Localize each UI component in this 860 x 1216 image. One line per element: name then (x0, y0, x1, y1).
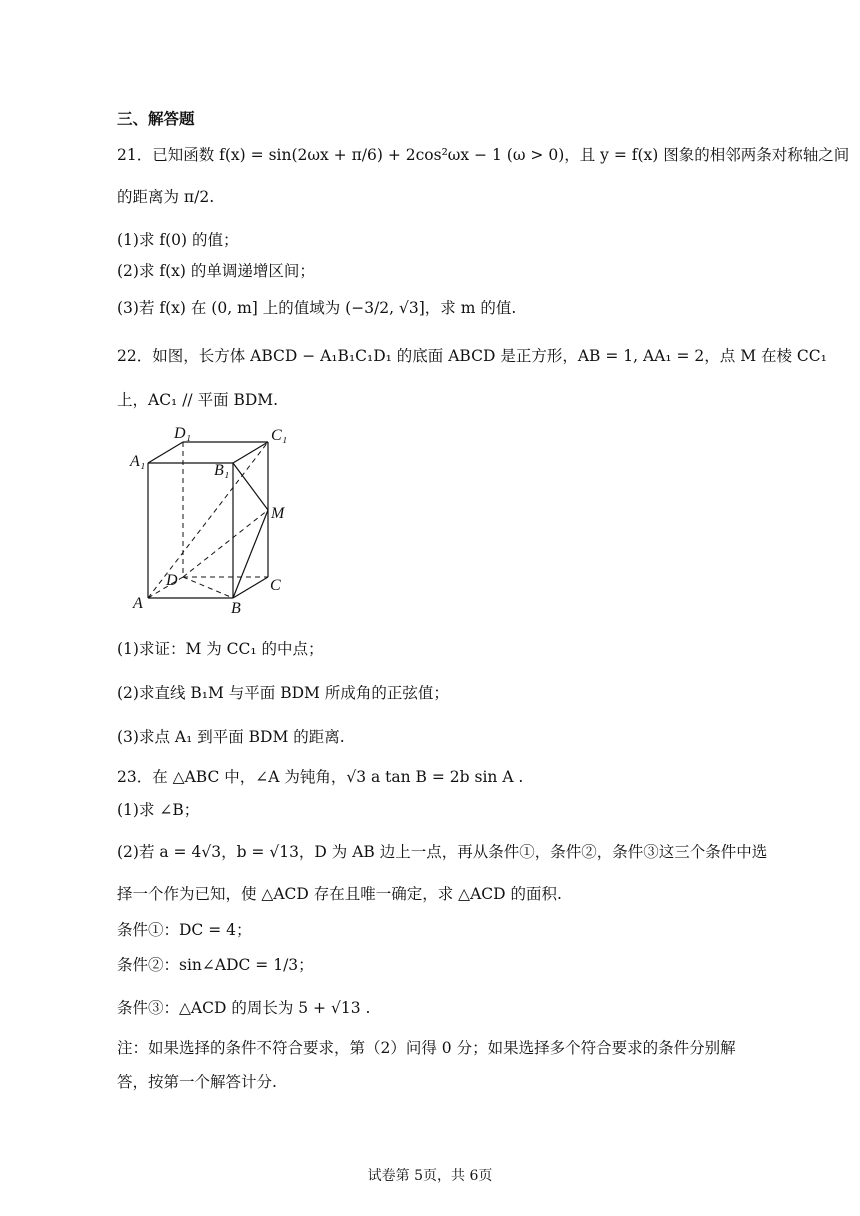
label-M: M (271, 505, 285, 522)
section-title: 三、解答题 (117, 109, 195, 128)
cuboid-figure (128, 420, 298, 615)
label-B: B (231, 600, 241, 615)
q22-part1: (1)求证：M 为 CC₁ 的中点； (117, 640, 324, 658)
label-D: D (166, 572, 178, 589)
q23-stem: 23．在 △ABC 中，∠A 为钝角，√3 a tan B = 2b sin A . (117, 768, 524, 786)
q23-note-line2: 答，按第一个解答计分. (117, 1073, 277, 1091)
q22-stem-line2: 上，AC₁ // 平面 BDM. (117, 391, 279, 409)
label-A: A (133, 595, 143, 612)
q21-stem-line1: 21．已知函数 f(x) = sin(2ωx + π/6) + 2cos²ωx − 1 (ω > 0)，且 y = f(x) 图象的相邻两条对称轴之间 (117, 146, 850, 164)
label-A1: A₁ (130, 453, 146, 470)
q23-note-line1: 注：如果选择的条件不符合要求，第（2）问得 0 分；如果选择多个符合要求的条件分别解 (117, 1039, 736, 1057)
q23-part2-line2: 择一个作为已知，使 △ACD 存在且唯一确定，求 △ACD 的面积. (117, 885, 562, 903)
q22-stem-line1: 22．如图，长方体 ABCD − A₁B₁C₁D₁ 的底面 ABCD 是正方形，AB = 1, AA₁ = 2，点 M 在棱 CC₁ (117, 347, 827, 365)
q23-part2-line1: (2)若 a = 4√3，b = √13，D 为 AB 边上一点，再从条件①，条件②，条件③这三个条件中选 (117, 843, 768, 861)
label-C: C (270, 577, 281, 594)
q23-condition1: 条件①：DC = 4； (117, 921, 252, 939)
q21-stem-line2: 的距离为 π/2. (117, 188, 215, 206)
q22-part2: (2)求直线 B₁M 与平面 BDM 所成角的正弦值； (117, 684, 449, 702)
label-B1: B₁ (214, 462, 230, 479)
q23-part1: (1)求 ∠B； (117, 801, 200, 819)
q21-part1: (1)求 f(0) 的值； (117, 231, 239, 249)
q21-part2: (2)求 f(x) 的单调递增区间； (117, 262, 315, 280)
q22-part3: (3)求点 A₁ 到平面 BDM 的距离. (117, 728, 345, 746)
label-D1: D₁ (174, 425, 192, 442)
q23-condition3: 条件③：△ACD 的周长为 5 + √13 . (117, 999, 371, 1017)
label-C1: C₁ (271, 427, 288, 444)
page-footer: 试卷第 5页，共 6页 (367, 1168, 493, 1184)
q23-condition2: 条件②：sin∠ADC = 1/3； (117, 956, 314, 974)
q21-part3: (3)若 f(x) 在 (0, m] 上的值域为 (−3/2, √3]，求 m 的值. (117, 299, 517, 317)
